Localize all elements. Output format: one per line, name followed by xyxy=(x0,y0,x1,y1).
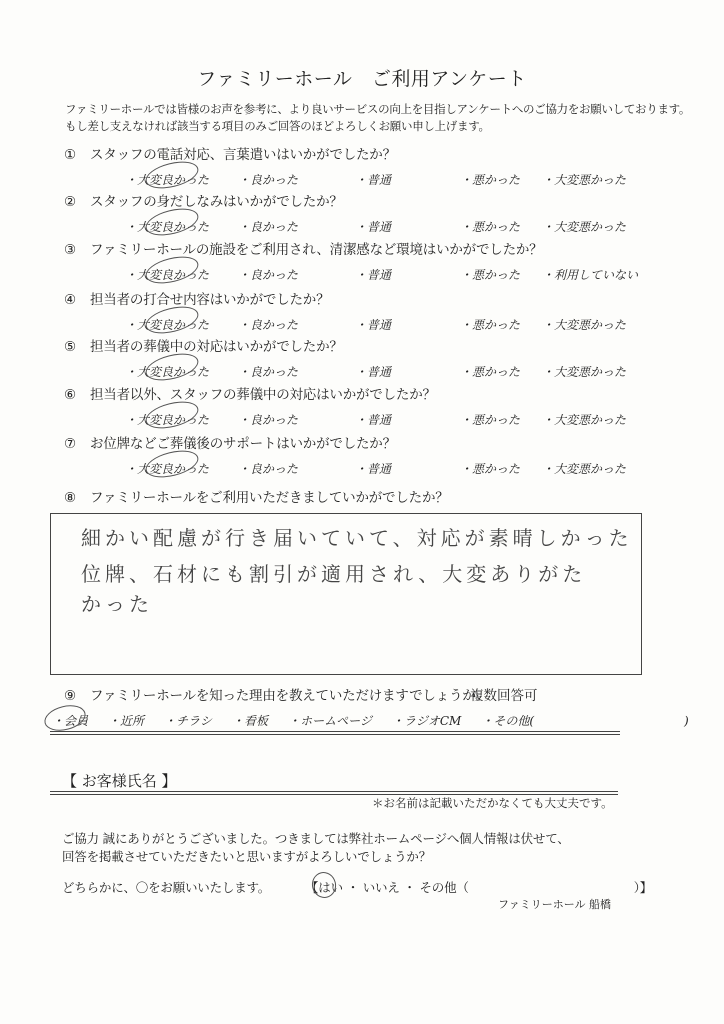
choice-yes[interactable]: 【はい xyxy=(306,880,343,895)
rating-option[interactable]: ・大変悪かった xyxy=(542,318,627,332)
option-homepage[interactable]: ・ホームページ xyxy=(288,714,372,728)
question-text: 担当者の打合せ内容はいかがでしたか？ xyxy=(90,292,330,308)
rating-option[interactable]: ・大変悪かった xyxy=(542,220,627,234)
rating-option[interactable]: ・普通 xyxy=(355,413,392,427)
question-5 xyxy=(64,335,343,355)
question-9 xyxy=(64,684,489,704)
rating-option[interactable]: ・利用していない xyxy=(542,268,639,282)
closing-line-1: ご協力 誠にありがとうございました。つきましては弊社ホームページへ個人情報は伏せて、 xyxy=(62,831,570,846)
question-2 xyxy=(64,190,343,210)
rating-option[interactable]: ・大変悪かった xyxy=(542,462,627,476)
rating-option[interactable]: ・普通 xyxy=(355,462,392,476)
question-number: ⑨ xyxy=(64,688,76,704)
intro-line-2: もし差し支えなければ該当する項目のみご回答のほどよろしくお願い申し上げます。 xyxy=(65,119,490,133)
rating-option[interactable]: ・悪かった xyxy=(460,365,521,379)
rating-option[interactable]: ・大変悪かった xyxy=(542,365,627,379)
rating-option[interactable]: ・普通 xyxy=(355,173,392,187)
rating-option[interactable]: ・大変良かった xyxy=(125,413,210,427)
option-other-close: ) xyxy=(684,714,689,728)
consent-choices xyxy=(306,878,652,896)
option-other[interactable]: ・その他( xyxy=(481,714,534,728)
rating-option[interactable]: ・普通 xyxy=(355,220,392,234)
handwritten-answer-line-3: かった xyxy=(81,592,153,616)
handwritten-answer-line-1: 細かい配慮が行き届いていて、対応が素晴しかった xyxy=(81,526,633,550)
handwritten-answer-line-2: 位牌、石材にも割引が適用され、大変ありがた xyxy=(81,562,587,586)
rating-option[interactable]: ・悪かった xyxy=(460,173,521,187)
rating-option[interactable]: ・大変良かった xyxy=(125,318,210,332)
rating-option[interactable]: ・良かった xyxy=(238,462,299,476)
free-answer-box[interactable] xyxy=(50,513,642,675)
question-text: ファミリーホールの施設をご利用され、清潔感など環境はいかがでしたか？ xyxy=(90,242,543,258)
q9-options xyxy=(52,712,709,729)
rating-option[interactable]: ・悪かった xyxy=(460,220,521,234)
page-title: ファミリーホール ご利用アンケート xyxy=(197,68,527,90)
question-number: ① xyxy=(64,147,76,163)
question-8 xyxy=(64,486,449,506)
rating-option[interactable]: ・大変悪かった xyxy=(542,173,627,187)
rating-option[interactable]: ・良かった xyxy=(238,220,299,234)
question-7 xyxy=(64,432,396,452)
question-number: ⑧ xyxy=(64,490,76,506)
rating-option[interactable]: ・良かった xyxy=(238,268,299,282)
rating-option[interactable]: ・大変良かった xyxy=(125,268,210,282)
question-number: ③ xyxy=(64,242,76,258)
rating-option[interactable]: ・普通 xyxy=(355,268,392,282)
option-neighborhood[interactable]: ・近所 xyxy=(108,714,145,728)
signature: ファミリーホール 船橋 xyxy=(498,898,612,911)
rating-option[interactable]: ・悪かった xyxy=(460,462,521,476)
question-3 xyxy=(64,238,542,258)
question-6 xyxy=(64,383,436,403)
intro-line-1: ファミリーホールでは皆様のお声を参考に、より良いサービスの向上を目指しアンケートへのご協力をお願いしております。 xyxy=(65,102,691,116)
rating-option[interactable]: ・悪かった xyxy=(460,413,521,427)
rating-option[interactable]: ・悪かった xyxy=(460,318,521,332)
choice-close: ）】 xyxy=(633,880,653,895)
customer-name-note: ＊お名前は記載いただかなくても大丈夫です。 xyxy=(372,796,613,810)
rating-option[interactable]: ・普通 xyxy=(355,365,392,379)
rating-option[interactable]: ・良かった xyxy=(238,318,299,332)
question-text: 担当者の葬儀中の対応はいかがでしたか？ xyxy=(90,339,343,355)
question-number: ⑦ xyxy=(64,436,76,452)
rating-option[interactable]: ・良かった xyxy=(238,365,299,379)
q9-underline xyxy=(50,731,620,735)
rating-option[interactable]: ・普通 xyxy=(355,318,392,332)
rating-option[interactable]: ・悪かった xyxy=(460,268,521,282)
option-flyer[interactable]: ・チラシ xyxy=(164,714,213,728)
rating-option[interactable]: ・大変良かった xyxy=(125,220,210,234)
rating-option[interactable]: ・良かった xyxy=(238,173,299,187)
question-1 xyxy=(64,143,396,163)
question-number: ⑥ xyxy=(64,387,76,403)
question-text: スタッフの電話対応、言葉遣いはいかがでしたか？ xyxy=(90,147,396,163)
question-4 xyxy=(64,288,329,308)
question-text: ファミリーホールをご利用いただきましていかがでしたか？ xyxy=(90,490,449,506)
option-member[interactable]: ・会員 xyxy=(52,714,89,728)
question-text: ファミリーホールを知った理由を教えていただけますでしょうか。 xyxy=(90,688,489,704)
question-number: ④ xyxy=(64,292,76,308)
multiple-answer-note: 複数回答可 xyxy=(470,688,538,704)
rating-option[interactable]: ・大変悪かった xyxy=(542,413,627,427)
rating-option[interactable]: ・大変良かった xyxy=(125,462,210,476)
rating-option[interactable]: ・大変良かった xyxy=(125,365,210,379)
closing-line-2: 回答を掲載させていただきたいと思いますがよろしいでしょうか？ xyxy=(62,849,432,864)
question-number: ② xyxy=(64,194,76,210)
rating-option[interactable]: ・大変良かった xyxy=(125,173,210,187)
choice-no-other[interactable]: ・ いいえ ・ その他（ xyxy=(346,880,469,895)
question-text: お位牌などご葬儀後のサポートはいかがでしたか？ xyxy=(90,436,396,452)
option-signboard[interactable]: ・看板 xyxy=(232,714,269,728)
question-number: ⑤ xyxy=(64,339,76,355)
closing-prompt: どちらかに、〇をお願いいたします。 xyxy=(62,880,271,895)
customer-name-label: 【 お客様氏名 】 xyxy=(62,772,177,790)
question-text: スタッフの身だしなみはいかがでしたか？ xyxy=(90,194,343,210)
rating-option[interactable]: ・良かった xyxy=(238,413,299,427)
option-radio-cm[interactable]: ・ラジオCM xyxy=(391,714,462,728)
question-text: 担当者以外、スタッフの葬儀中の対応はいかがでしたか？ xyxy=(90,387,436,403)
